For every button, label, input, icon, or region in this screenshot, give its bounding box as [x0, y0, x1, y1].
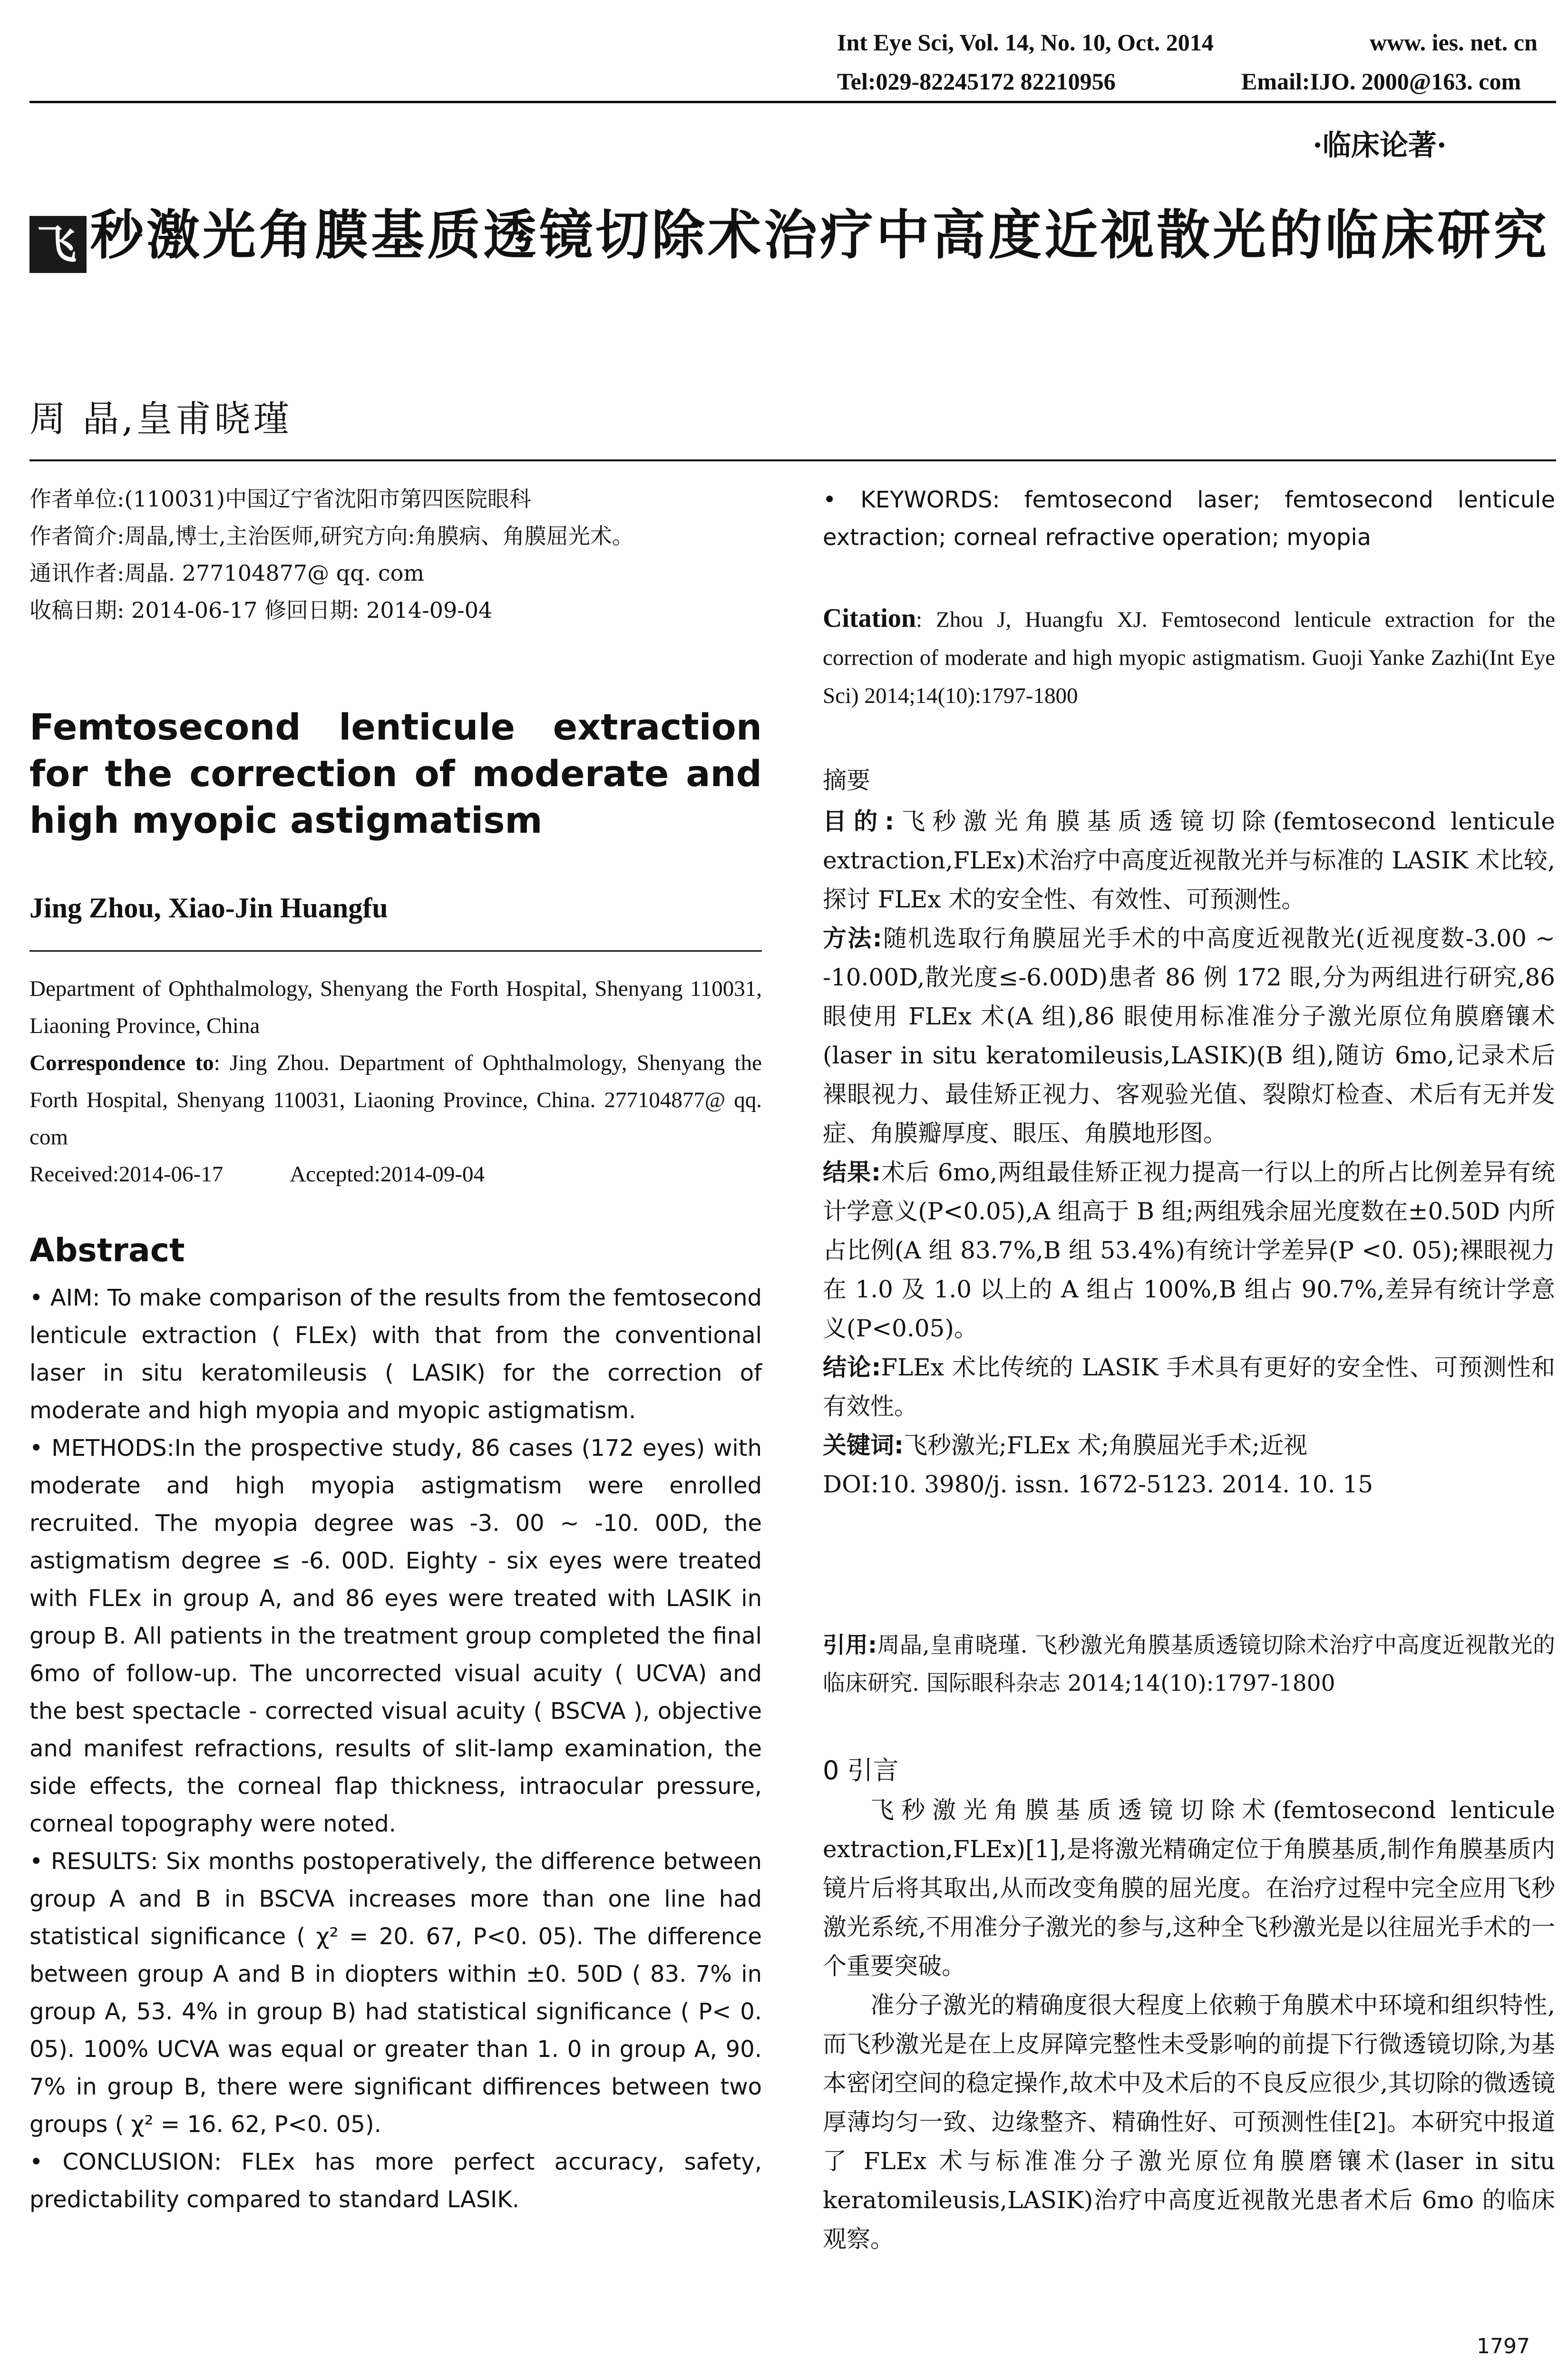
results-label: 结果: — [823, 1159, 881, 1186]
abstract-cn-doi: DOI:10. 3980/j. issn. 1672-5123. 2014. 10. 15 — [823, 1471, 1373, 1498]
abstract-heading: Abstract — [29, 1232, 185, 1269]
methods-text: 随机选取行角膜屈光手术的中高度近视散光(近视度数-3.00 ~ -10.00D,散光度≤-6.00D)患者 86 例 172 眼,分为两组进行研究,86 眼使用 FLEx 术(A 组),86 眼使用标准准分子激光原位角膜磨镶术(laser in situ keratomileusis,LASIK)(B 组),随访 6mo,记录术后裸眼视力、最佳矫正视力、客观验光值、裂隙灯检查、术后有无并发症、角膜瓣厚度、眼压、角膜地形图。 — [823, 925, 1555, 1147]
abstract-en-body — [29, 1279, 762, 2219]
abstract-cn-objective — [823, 802, 1555, 919]
author-unit: 作者单位:(110031)中国辽宁省沈阳市第四医院眼科 — [29, 486, 531, 512]
affiliation-department: Department of Ophthalmology, Shenyang the Forth Hospital, Shenyang 110031, Liaoning Province, China — [29, 976, 762, 1038]
correspondence-label: Correspondence to — [29, 1051, 214, 1075]
methods-label: 方法: — [823, 925, 882, 952]
abstract-aim: • AIM: To make comparison of the results from the femtosecond lenticule extraction ( FLEx) with that from the conventional laser in situ keratomileusis ( LASIK) for the correction of moderate and high myopia and myopic astigmatism. — [29, 1285, 762, 1424]
title-rule — [29, 459, 1556, 461]
section-tag: ·临床论著· — [1313, 129, 1447, 162]
journal-website: www. ies. net. cn — [1370, 29, 1538, 56]
affiliation-en — [29, 970, 762, 1193]
abstract-keywords: • KEYWORDS: femtosecond laser; femtosecond lenticule extraction; corneal refractive operation; myopia — [823, 487, 1555, 551]
keywords-text: 飞秒激光;FLEx 术;角膜屈光手术;近视 — [904, 1432, 1308, 1459]
citation-text: : Zhou J, Huangfu XJ. Femtosecond lenticule extraction for the correction of moderate and high myopic astigmatism. Guoji Yanke Zazhi(Int Eye Sci) 2014;14(10):1797-1800 — [823, 607, 1555, 708]
citation-cn-label: 引用: — [823, 1632, 877, 1658]
intro-body — [823, 1791, 1555, 2259]
header-rule — [29, 101, 1556, 103]
citation-cn — [823, 1627, 1555, 1703]
abstract-cn-conclusion — [823, 1348, 1555, 1426]
intro-paragraph-2: 准分子激光的精确度很大程度上依赖于角膜术中环境和组织特性,而飞秒激光是在上皮屏障完整性未受影响的前提下行微透镜切除,为基本密闭空间的稳定操作,故术中及术后的不良反应很少,其切除的微透镜厚薄均匀一致、边缘整齐、精确性好、可预测性佳[2]。本研究中报道了 FLEx 术与标准准分子激光原位角膜磨镶术(laser in situ keratomileusis,LASIK)治疗中高度近视散光患者术后 6mo 的临床观察。 — [823, 1991, 1555, 2253]
accepted-date: Accepted:2014-09-04 — [290, 1162, 485, 1187]
authors-en: Jing Zhou, Xiao-Jin Huangfu — [29, 892, 388, 924]
english-title: Femtosecond lenticule extraction for the correction of moderate and high myopic astigmatism — [29, 706, 762, 841]
journal-info: Int Eye Sci, Vol. 14, No. 10, Oct. 2014 — [837, 29, 1214, 56]
correspondence-text: : Jing Zhou. Department of Ophthalmology, Shenyang the Forth Hospital, Shenyang 110031, Liaoning Province, China. 277104877@ qq. com — [29, 1051, 762, 1150]
abstract-results: • RESULTS: Six months postoperatively, the difference between group A and B in BSCVA increases more than one line had statistical significance ( χ² = 20. 67, P<0. 05). The difference between group A and B in diopters within ±0. 50D ( 83. 7% in group A, 53. 4% in group B) had statistical significance ( P< 0. 05). 100% UCVA was equal or greater than 1. 0 in group A, 90. 7% in group B, there were significant diffirences between two groups ( χ² = 16. 62, P<0. 05). — [29, 1848, 762, 2138]
authors-cn: 周 晶,皇甫晓瑾 — [29, 398, 292, 440]
abstract-cn-methods — [823, 919, 1555, 1153]
results-text: 术后 6mo,两组最佳矫正视力提高一行以上的所占比例差异有统计学意义(P<0.05),A 组高于 B 组;两组残余屈光度数在±0.50D 内所占比例(A 组 83.7%,B 组 53.4%)有统计学差异(P <0. 05);裸眼视力在 1.0 及 1.0 以上的 A 组占 100%,B 组占 90.7%,差异有统计学意义(P<0.05)。 — [823, 1159, 1555, 1342]
article-title — [29, 200, 1561, 273]
title-logo-mark: 飞 — [29, 216, 87, 273]
received-date: Received:2014-06-17 — [29, 1162, 224, 1187]
journal-tel: Tel:029-82245172 82210956 — [837, 68, 1116, 95]
citation-cn-text: 周晶,皇甫晓瑾. 飞秒激光角膜基质透镜切除术治疗中高度近视散光的临床研究. 国际眼科杂志 2014;14(10):1797-1800 — [823, 1632, 1556, 1696]
objective-label: 目的: — [823, 808, 895, 835]
author-info-cn — [29, 480, 762, 629]
conclusion-text: FLEx 术比传统的 LASIK 手术具有更好的安全性、可预测性和有效性。 — [823, 1354, 1555, 1420]
abstract-cn-heading: 摘要 — [823, 767, 870, 794]
intro-paragraph-1: 飞秒激光角膜基质透镜切除术(femtosecond lenticule extraction,FLEx)[1],是将激光精确定位于角膜基质,制作角膜基质内镜片后将其取出,从而改变角膜的屈光度。在治疗过程中完全应用飞秒激光系统,不用准分子激光的参与,这种全飞秒激光是以往屈光手术的一个重要突破。 — [823, 1796, 1555, 1980]
abstract-cn-keywords — [823, 1426, 1555, 1465]
keywords-label: 关键词: — [823, 1432, 904, 1459]
abstract-methods: • METHODS:In the prospective study, 86 cases (172 eyes) with moderate and high myopia astigmatism were enrolled recruited. The myopia degree was -3. 00 ~ -10. 00D, the astigmatism degree ≤ -6. 00D. Eighty - six eyes were treated with FLEx in group A, and 86 eyes were treated with LASIK in group B. All patients in the treatment group completed the final 6mo of follow-up. The uncorrected visual acuity ( UCVA) and the best spectacle - corrected visual acuity ( BSCVA ), objective and manifest refractions, results of slit-lamp examination, the side effects, the corneal flap thickness, intraocular pressure, corneal topography were noted. — [29, 1435, 762, 1837]
conclusion-label: 结论: — [823, 1354, 881, 1381]
affiliation-dates — [29, 1156, 762, 1193]
abstract-cn-results — [823, 1153, 1555, 1348]
author-bio: 作者简介:周晶,博士,主治医师,研究方向:角膜病、角膜屈光术。 — [29, 523, 634, 549]
journal-email: Email:IJO. 2000@163. com — [1241, 68, 1521, 95]
citation-label: Citation — [823, 604, 916, 633]
author-correspondence: 通讯作者:周晶. 277104877@ qq. com — [29, 560, 424, 586]
objective-text: 飞秒激光角膜基质透镜切除(femtosecond lenticule extraction,FLEx)术治疗中高度近视散光并与标准的 LASIK 术比较,探讨 FLEx 术的安全性、有效性、可预测性。 — [823, 808, 1556, 913]
page-number: 1797 — [1477, 2334, 1530, 2358]
abstract-cn — [823, 761, 1555, 1504]
title-text: 秒激光角膜基质透镜切除术治疗中高度近视散光的临床研究 — [90, 205, 1549, 266]
intro-heading: 0 引言 — [823, 1755, 899, 1785]
citation-en — [823, 599, 1555, 715]
affiliation-rule — [29, 950, 762, 952]
affiliation-correspondence — [29, 1044, 762, 1156]
author-dates: 收稿日期: 2014-06-17 修回日期: 2014-09-04 — [29, 597, 493, 623]
abstract-conclusion: • CONCLUSION: FLEx has more perfect accuracy, safety, predictability compared to standard LASIK. — [29, 2149, 762, 2213]
